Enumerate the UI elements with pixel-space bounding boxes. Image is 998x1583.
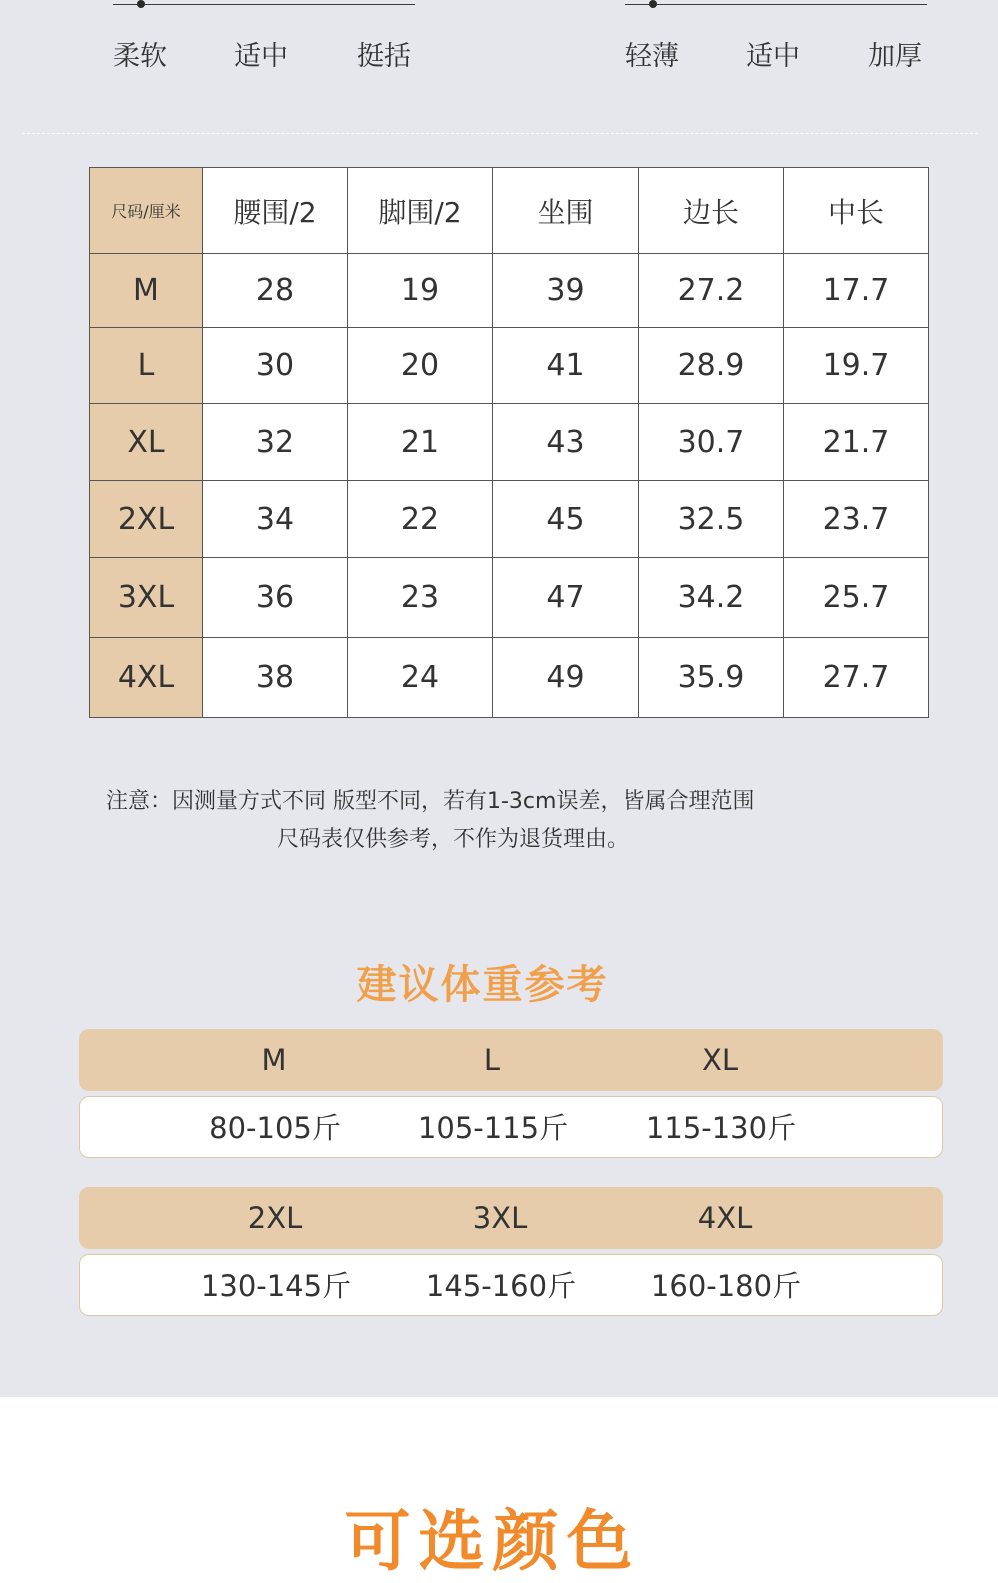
table-cell: 27.2 xyxy=(639,254,784,328)
table-row xyxy=(90,254,929,328)
optional-colors-title: 可选颜色 xyxy=(344,1503,641,1580)
weight-range-value: 115-130斤 xyxy=(645,1111,797,1145)
table-cell: 49 xyxy=(493,638,639,718)
table-cell: 21 xyxy=(348,404,493,481)
table-cell: 45 xyxy=(493,481,639,558)
softness-scale xyxy=(113,0,433,80)
thickness-scale xyxy=(625,0,945,80)
table-header-row xyxy=(90,168,929,254)
softness-label-soft: 柔软 xyxy=(113,41,167,72)
table-cell: 34.2 xyxy=(639,558,784,638)
column-header-waist: 腰围/2 xyxy=(203,168,348,254)
size-cell: M xyxy=(90,254,203,328)
table-cell: 17.7 xyxy=(784,254,929,328)
softness-scale-track xyxy=(113,4,415,5)
measurement-note: 注意：因测量方式不同 版型不同，若有1-3cm误差，皆属合理范围 xyxy=(106,789,755,814)
softness-label-stiff: 挺括 xyxy=(357,41,411,72)
size-cell: 4XL xyxy=(90,638,203,718)
thickness-scale-track xyxy=(625,4,927,5)
table-cell: 27.7 xyxy=(784,638,929,718)
table-cell: 32 xyxy=(203,404,348,481)
table-cell: 24 xyxy=(348,638,493,718)
table-cell: 36 xyxy=(203,558,348,638)
table-cell: 30 xyxy=(203,328,348,404)
weight-size-label: 2XL xyxy=(247,1201,303,1235)
table-cell: 28 xyxy=(203,254,348,328)
size-unit-header: 尺码/厘米 xyxy=(90,168,203,254)
table-cell: 23.7 xyxy=(784,481,929,558)
size-cell: L xyxy=(90,328,203,404)
table-row xyxy=(90,558,929,638)
table-cell: 30.7 xyxy=(639,404,784,481)
table-cell: 21.7 xyxy=(784,404,929,481)
thickness-label-thin: 轻薄 xyxy=(625,41,679,72)
table-cell: 28.9 xyxy=(639,328,784,404)
table-cell: 22 xyxy=(348,481,493,558)
thickness-label-medium: 适中 xyxy=(746,41,800,72)
table-cell: 47 xyxy=(493,558,639,638)
weight-range-row xyxy=(79,1254,943,1316)
table-row xyxy=(90,328,929,404)
weight-size-label: XL xyxy=(701,1043,739,1077)
table-cell: 20 xyxy=(348,328,493,404)
section-divider xyxy=(22,133,978,134)
table-cell: 43 xyxy=(493,404,639,481)
size-cell: XL xyxy=(90,404,203,481)
thickness-label-thick: 加厚 xyxy=(868,41,922,72)
table-cell: 39 xyxy=(493,254,639,328)
table-cell: 34 xyxy=(203,481,348,558)
weight-range-row xyxy=(79,1096,943,1158)
thickness-scale-marker xyxy=(649,0,657,8)
weight-size-header-row xyxy=(79,1187,943,1249)
table-cell: 32.5 xyxy=(639,481,784,558)
weight-range-value: 80-105斤 xyxy=(209,1111,341,1145)
weight-range-value: 130-145斤 xyxy=(200,1269,352,1303)
table-row xyxy=(90,404,929,481)
weight-size-label: M xyxy=(261,1043,287,1077)
table-cell: 19.7 xyxy=(784,328,929,404)
table-cell: 25.7 xyxy=(784,558,929,638)
table-cell: 19 xyxy=(348,254,493,328)
column-header-hem: 脚围/2 xyxy=(348,168,493,254)
weight-reference-title: 建议体重参考 xyxy=(356,962,609,1008)
weight-range-value: 160-180斤 xyxy=(650,1269,802,1303)
size-cell: 3XL xyxy=(90,558,203,638)
softness-label-medium: 适中 xyxy=(234,41,288,72)
size-cell: 2XL xyxy=(90,481,203,558)
weight-size-label: 3XL xyxy=(472,1201,528,1235)
softness-scale-marker xyxy=(137,0,145,8)
weight-size-header-row xyxy=(79,1029,943,1091)
table-row xyxy=(90,638,929,718)
table-cell: 35.9 xyxy=(639,638,784,718)
table-cell: 41 xyxy=(493,328,639,404)
weight-size-label: 4XL xyxy=(697,1201,753,1235)
column-header-inseam: 中长 xyxy=(784,168,929,254)
table-row xyxy=(90,481,929,558)
weight-size-label: L xyxy=(483,1043,501,1077)
weight-range-value: 145-160斤 xyxy=(425,1269,577,1303)
weight-range-value: 105-115斤 xyxy=(417,1111,569,1145)
column-header-side-length: 边长 xyxy=(639,168,784,254)
reference-note: 尺码表仅供参考，不作为退货理由。 xyxy=(277,827,630,852)
table-cell: 23 xyxy=(348,558,493,638)
table-cell: 38 xyxy=(203,638,348,718)
size-chart-table xyxy=(89,167,929,718)
column-header-hip: 坐围 xyxy=(493,168,639,254)
